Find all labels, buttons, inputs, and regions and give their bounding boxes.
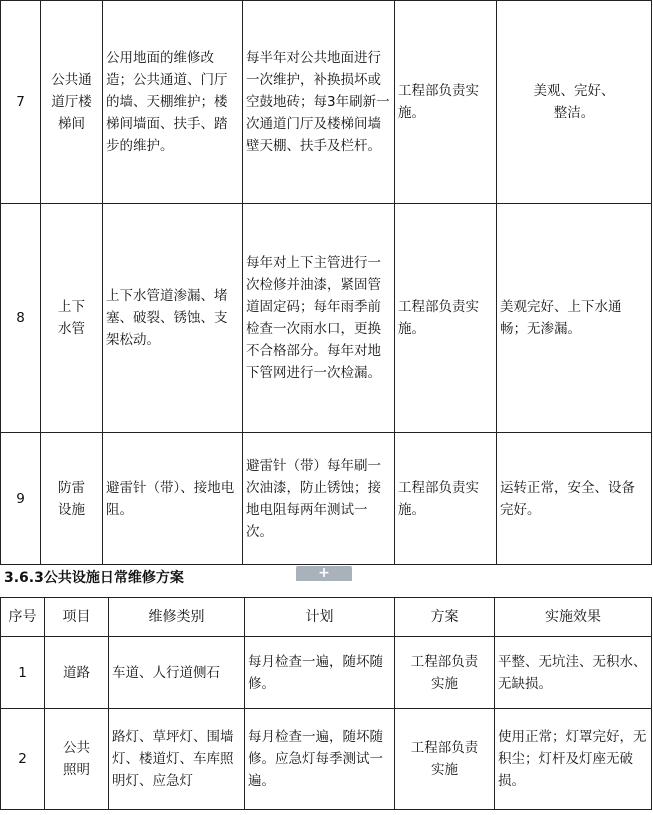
scheme-cell: 工程部负责实施。 (395, 1, 497, 204)
category-cell: 上下水管道渗漏、堵塞、破裂、锈蚀、支架松动。 (103, 204, 243, 433)
header-plan: 计划 (245, 598, 395, 637)
item-cell: 公共通 道厅楼 梯间 (41, 1, 103, 204)
header-category: 维修类别 (109, 598, 245, 637)
facility-maintenance-table (0, 597, 652, 810)
scheme-cell: 工程部负责实施。 (395, 433, 497, 565)
row-number: 2 (1, 709, 45, 810)
effect-cell: 运转正常，安全、设备完好。 (497, 433, 652, 565)
section-heading: 3.6.3公共设施日常维修方案 (4, 570, 184, 586)
plan-cell: 每年对上下主管进行一次检修并油漆，紧固管道固定码；每年雨季前检查一次雨水口，更换不合格部分。每年对地下管网进行一次检漏。 (243, 204, 395, 433)
table-row (1, 433, 652, 565)
item-cell: 道路 (45, 637, 109, 709)
effect-cell: 使用正常；灯罩完好，无积尘；灯杆及灯座无破损。 (495, 709, 652, 810)
category-cell: 车道、人行道侧石 (109, 637, 245, 709)
plan-cell: 每月检查一遍，随坏随修。应急灯每季测试一遍。 (245, 709, 395, 810)
scheme-cell: 工程部负责 实施 (395, 637, 495, 709)
scheme-cell: 工程部负责实施。 (395, 204, 497, 433)
header-scheme: 方案 (395, 598, 495, 637)
item-cell: 防雷 设施 (41, 433, 103, 565)
row-number: 8 (1, 204, 41, 433)
effect-cell: 美观、完好、 整洁。 (497, 1, 652, 204)
expand-plus-icon[interactable]: + (296, 566, 352, 581)
table-header-row (1, 598, 652, 637)
plan-cell: 避雷针（带）每年刷一次油漆，防止锈蚀；接地电阻每两年测试一次。 (243, 433, 395, 565)
row-number: 7 (1, 1, 41, 204)
item-cell: 上下 水管 (41, 204, 103, 433)
table-row (1, 1, 652, 204)
category-cell: 路灯、草坪灯、围墙灯、楼道灯、车库照明灯、应急灯 (109, 709, 245, 810)
plan-cell: 每月检查一遍，随坏随修。 (245, 637, 395, 709)
effect-cell: 美观完好、上下水通畅；无渗漏。 (497, 204, 652, 433)
table-row (1, 709, 652, 810)
table-row (1, 204, 652, 433)
effect-cell: 平整、无坑洼、无积水、无缺损。 (495, 637, 652, 709)
row-number: 1 (1, 637, 45, 709)
table-row (1, 637, 652, 709)
scheme-cell: 工程部负责 实施 (395, 709, 495, 810)
plan-cell: 每半年对公共地面进行一次维护，补换损坏或空鼓地砖；每3年刷新一次通道门厅及楼梯间墙壁天棚、扶手及栏杆。 (243, 1, 395, 204)
category-cell: 公用地面的维修改造；公共通道、门厅的墙、天棚维护；楼梯间墙面、扶手、踏步的维护。 (103, 1, 243, 204)
header-effect: 实施效果 (495, 598, 652, 637)
item-cell: 公共 照明 (45, 709, 109, 810)
category-cell: 避雷针（带）、接地电阻。 (103, 433, 243, 565)
row-number: 9 (1, 433, 41, 565)
header-no: 序号 (1, 598, 45, 637)
header-item: 项目 (45, 598, 109, 637)
